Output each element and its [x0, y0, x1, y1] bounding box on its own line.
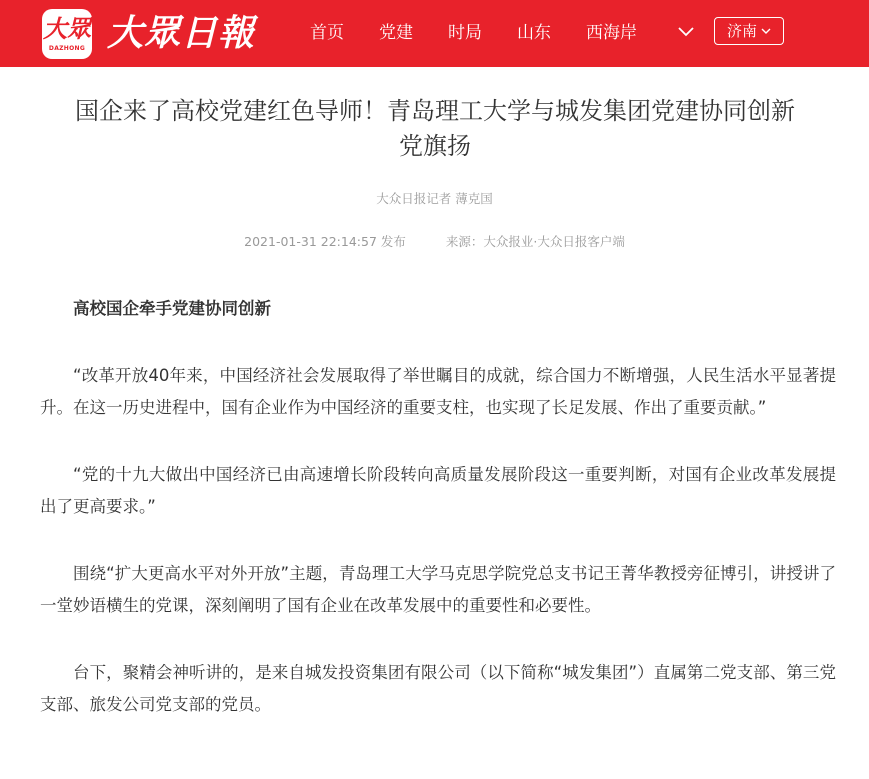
logo-subtitle: DAZHONG — [48, 45, 86, 52]
nav-item-home[interactable]: 首页 — [310, 23, 344, 43]
logo-mark: 大眾 — [43, 14, 91, 43]
article-paragraph: 围绕“扩大更高水平对外开放”主题，青岛理工大学马克思学院党总支书记王菁华教授旁征博引，讲授讲了一堂妙语横生的党课，深刻阐明了国有企业在改革发展中的重要性和必要性。 — [40, 564, 836, 615]
logo-icon[interactable] — [42, 9, 92, 59]
top-navigation-bar — [0, 0, 869, 67]
city-selector[interactable] — [714, 17, 784, 45]
article-paragraph: “党的十九大做出中国经济已由高速增长阶段转向高质量发展阶段这一重要判断，对国有企业改革发展提出了更高要求。” — [40, 465, 836, 516]
brand-name[interactable]: 大眾日報 — [107, 12, 256, 54]
nav-item-party[interactable]: 党建 — [379, 23, 413, 43]
article-body — [40, 293, 836, 756]
article-paragraph: 台下，聚精会神听讲的，是来自城发投资集团有限公司（以下简称“城发集团”）直属第二党支部、第三党支部、旅发公司党支部的党员。 — [40, 663, 836, 714]
article-title — [40, 94, 830, 164]
article-meta — [0, 233, 869, 251]
publish-time: 2021-01-31 22:14:57 发布 — [244, 234, 406, 249]
nav-item-west-coast[interactable]: 西海岸 — [586, 23, 637, 43]
chevron-down-icon — [761, 27, 771, 35]
city-label: 济南 — [726, 22, 757, 40]
nav-more-chevron-down-icon[interactable] — [677, 22, 695, 42]
nav-item-current-affairs[interactable]: 时局 — [448, 23, 482, 43]
main-nav — [310, 21, 672, 45]
article-paragraph: “改革开放40年来，中国经济社会发展取得了举世瞩目的成就，综合国力不断增强，人民生活水平显著提升。在这一历史进程中，国有企业作为中国经济的重要支柱，也实现了长足发展、作出了重要贡献。” — [40, 366, 836, 417]
article-title-line1: 国企来了高校党建红色导师！青岛理工大学与城发集团党建协同创新 — [75, 97, 795, 125]
article-byline: 大众日报记者 薄克国 — [376, 191, 493, 206]
article-title-line2: 党旗扬 — [399, 132, 471, 160]
article-source: 来源：大众报业·大众日报客户端 — [445, 234, 625, 249]
nav-item-shandong[interactable]: 山东 — [517, 23, 551, 43]
article-subhead: 高校国企牵手党建协同创新 — [73, 299, 271, 318]
